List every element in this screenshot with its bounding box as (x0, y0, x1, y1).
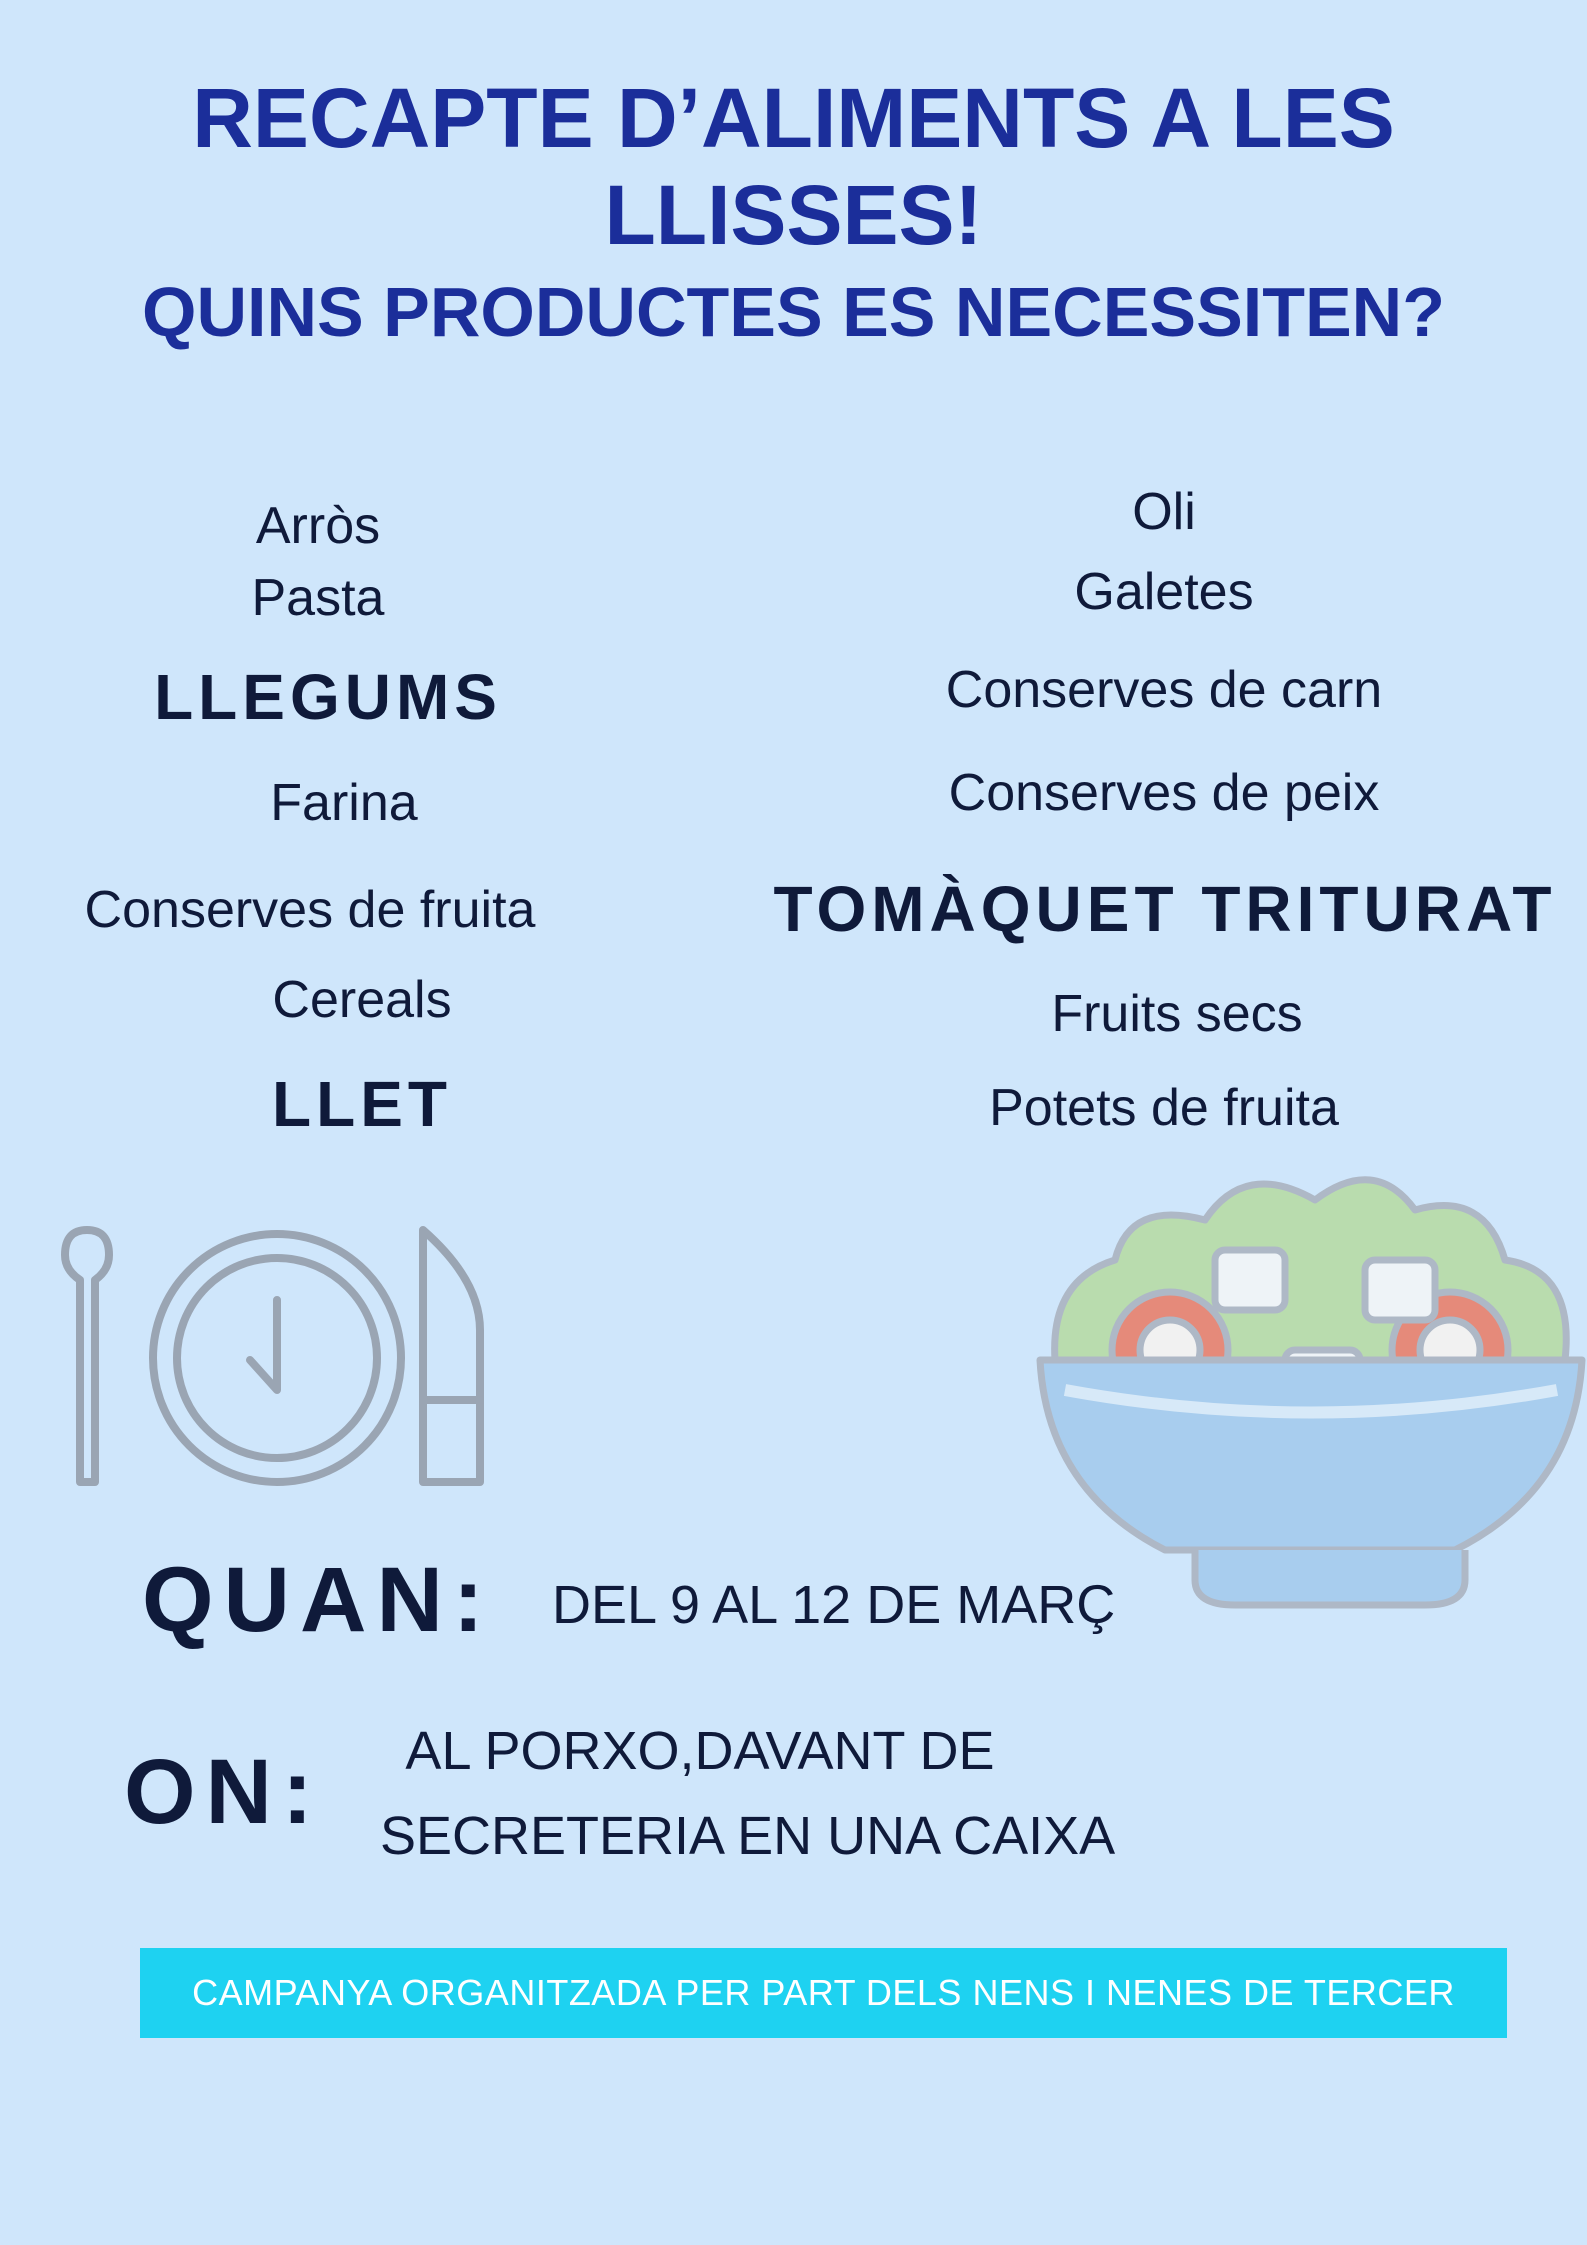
product-item: Farina (270, 774, 418, 832)
organizer-banner: CAMPANYA ORGANITZADA PER PART DELS NENS I NENES DE TERCER (140, 1948, 1507, 2038)
cutlery-plate-clock-icon (55, 1220, 495, 1495)
when-label: QUAN: (142, 1549, 494, 1651)
product-item: Fruits secs (1051, 985, 1303, 1043)
product-item: Cereals (272, 971, 452, 1029)
product-item: Conserves de carn (945, 661, 1383, 719)
product-item: Pasta (251, 569, 385, 627)
product-item: LLEGUMS (154, 661, 502, 733)
product-item: TOMÀQUET TRITURAT (773, 873, 1557, 945)
product-item: Potets de fruita (989, 1079, 1339, 1137)
page-subtitle: QUINS PRODUCTES ES NECESSITEN? (142, 273, 1445, 351)
product-item: Conserves de peix (948, 764, 1380, 822)
where-line-2: SECRETERIA EN UNA CAIXA (380, 1806, 1116, 1866)
page-title: RECAPTE D’ALIMENTS A LES LLISSES! (192, 71, 1395, 262)
product-item: Galetes (1074, 563, 1254, 621)
where-label: ON: (124, 1741, 323, 1843)
product-item: LLET (272, 1068, 452, 1140)
product-item: Conserves de fruita (84, 881, 536, 939)
product-item: Oli (1132, 483, 1196, 541)
salad-bowl-icon (1035, 1160, 1587, 1620)
where-line-1: AL PORXO,DAVANT DE (405, 1721, 995, 1781)
when-value: DEL 9 AL 12 DE MARÇ (552, 1575, 1116, 1635)
product-item: Arròs (255, 497, 381, 555)
